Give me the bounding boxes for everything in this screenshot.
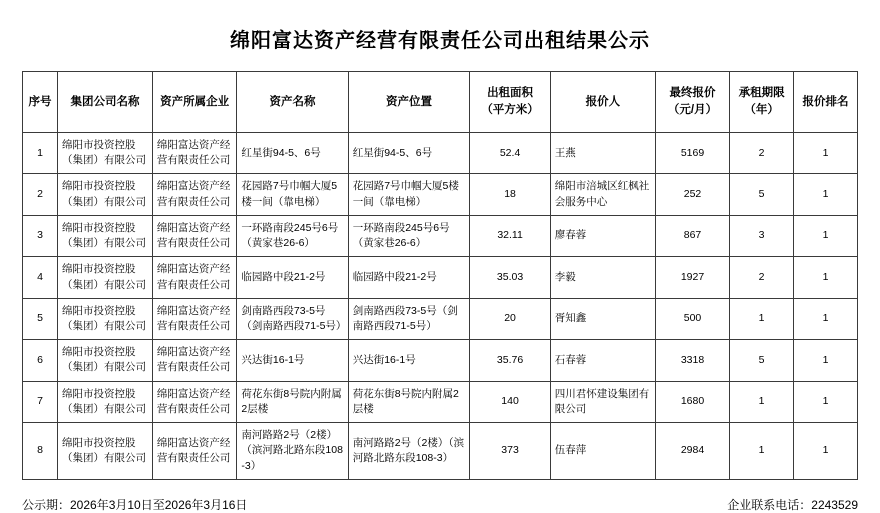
cell-rank: 1 xyxy=(794,133,858,174)
table-header-row xyxy=(23,72,858,133)
cell-bidder: 四川君怀建设集团有限公司 xyxy=(550,381,655,422)
column-header-rent-area-line1: 出租面积 xyxy=(487,87,534,100)
cell-rank: 1 xyxy=(794,257,858,298)
cell-index: 1 xyxy=(23,133,58,174)
cell-group-company: 绵阳市投资控股（集团）有限公司 xyxy=(58,257,153,298)
cell-bidder: 王燕 xyxy=(550,133,655,174)
cell-index: 3 xyxy=(23,215,58,256)
cell-asset-owner: 绵阳富达资产经营有限责任公司 xyxy=(152,298,237,339)
cell-asset-owner: 绵阳富达资产经营有限责任公司 xyxy=(152,133,237,174)
column-header-final-price-line2: （元/月） xyxy=(667,104,718,116)
cell-index: 5 xyxy=(23,298,58,339)
cell-bidder: 石春蓉 xyxy=(550,340,655,381)
table-row xyxy=(23,298,858,339)
cell-lease-term: 2 xyxy=(730,133,794,174)
cell-index: 4 xyxy=(23,257,58,298)
cell-bidder: 李毅 xyxy=(550,257,655,298)
cell-lease-term: 1 xyxy=(730,381,794,422)
cell-rank: 1 xyxy=(794,340,858,381)
cell-asset-location: 南河路路2号（2楼）（滨河路北路东段108-3） xyxy=(348,423,470,480)
column-header-lease-term xyxy=(730,72,794,133)
cell-asset-location: 剑南路西段73-5号（剑南路西段71-5号） xyxy=(348,298,470,339)
cell-rent-area: 20 xyxy=(470,298,550,339)
table-row xyxy=(23,133,858,174)
cell-asset-name: 临园路中段21-2号 xyxy=(237,257,348,298)
cell-group-company: 绵阳市投资控股（集团）有限公司 xyxy=(58,174,153,215)
cell-final-price: 3318 xyxy=(655,340,729,381)
contact-phone: 企业联系电话：2243529 xyxy=(727,497,858,512)
cell-index: 8 xyxy=(23,423,58,480)
cell-lease-term: 3 xyxy=(730,215,794,256)
column-header-lease-term-line2: （年） xyxy=(744,104,779,116)
column-header-bidder: 报价人 xyxy=(550,72,655,133)
cell-bidder: 伍春萍 xyxy=(550,423,655,480)
column-header-lease-term-line1: 承租期限 xyxy=(738,87,785,100)
table-row xyxy=(23,340,858,381)
cell-asset-name: 一环路南段245号6号（黄家巷26-6） xyxy=(237,215,348,256)
cell-rent-area: 35.76 xyxy=(470,340,550,381)
cell-group-company: 绵阳市投资控股（集团）有限公司 xyxy=(58,215,153,256)
cell-asset-owner: 绵阳富达资产经营有限责任公司 xyxy=(152,215,237,256)
cell-index: 2 xyxy=(23,174,58,215)
column-header-asset-location: 资产位置 xyxy=(348,72,470,133)
cell-final-price: 252 xyxy=(655,174,729,215)
cell-rent-area: 52.4 xyxy=(470,133,550,174)
table-row xyxy=(23,423,858,480)
cell-bidder: 胥知鑫 xyxy=(550,298,655,339)
cell-asset-owner: 绵阳富达资产经营有限责任公司 xyxy=(152,340,237,381)
cell-lease-term: 5 xyxy=(730,174,794,215)
column-header-rent-area-line2: （平方米） xyxy=(481,104,539,116)
cell-asset-owner: 绵阳富达资产经营有限责任公司 xyxy=(152,174,237,215)
cell-bidder: 廖春蓉 xyxy=(550,215,655,256)
page-title: 绵阳富达资产经营有限责任公司出租结果公示 xyxy=(230,30,650,52)
cell-rent-area: 18 xyxy=(470,174,550,215)
column-header-final-price-line1: 最终报价 xyxy=(669,87,716,100)
column-header-rank: 报价排名 xyxy=(794,72,858,133)
cell-asset-owner: 绵阳富达资产经营有限责任公司 xyxy=(152,423,237,480)
cell-asset-location: 临园路中段21-2号 xyxy=(348,257,470,298)
document-footer xyxy=(22,480,858,513)
cell-asset-location: 兴达街16-1号 xyxy=(348,340,470,381)
cell-index: 7 xyxy=(23,381,58,422)
cell-final-price: 1680 xyxy=(655,381,729,422)
column-header-asset-name: 资产名称 xyxy=(237,72,348,133)
cell-asset-location: 一环路南段245号6号（黄家巷26-6） xyxy=(348,215,470,256)
cell-asset-name: 荷花东街8号院内附属2层楼 xyxy=(237,381,348,422)
cell-asset-location: 红星街94-5、6号 xyxy=(348,133,470,174)
cell-rank: 1 xyxy=(794,423,858,480)
cell-asset-name: 花园路7号巾帼大厦5楼一间（靠电梯） xyxy=(237,174,348,215)
table-row xyxy=(23,215,858,256)
table-row xyxy=(23,381,858,422)
cell-asset-location: 荷花东街8号院内附属2层楼 xyxy=(348,381,470,422)
cell-group-company: 绵阳市投资控股（集团）有限公司 xyxy=(58,423,153,480)
cell-rank: 1 xyxy=(794,381,858,422)
cell-asset-owner: 绵阳富达资产经营有限责任公司 xyxy=(152,381,237,422)
column-header-asset-owner: 资产所属企业 xyxy=(152,72,237,133)
cell-lease-term: 2 xyxy=(730,257,794,298)
cell-final-price: 5169 xyxy=(655,133,729,174)
column-header-final-price xyxy=(655,72,729,133)
cell-rent-area: 373 xyxy=(470,423,550,480)
cell-group-company: 绵阳市投资控股（集团）有限公司 xyxy=(58,133,153,174)
publicity-period: 公示期：2026年3月10日至2026年3月16日 xyxy=(22,497,248,512)
column-header-rent-area xyxy=(470,72,550,133)
cell-asset-owner: 绵阳富达资产经营有限责任公司 xyxy=(152,257,237,298)
cell-final-price: 2984 xyxy=(655,423,729,480)
cell-bidder: 绵阳市涪城区红枫社会服务中心 xyxy=(550,174,655,215)
cell-lease-term: 5 xyxy=(730,340,794,381)
cell-group-company: 绵阳市投资控股（集团）有限公司 xyxy=(58,298,153,339)
cell-lease-term: 1 xyxy=(730,298,794,339)
table-row xyxy=(23,257,858,298)
cell-group-company: 绵阳市投资控股（集团）有限公司 xyxy=(58,381,153,422)
cell-rank: 1 xyxy=(794,215,858,256)
column-header-index: 序号 xyxy=(23,72,58,133)
cell-asset-location: 花园路7号巾帼大厦5楼一间（靠电梯） xyxy=(348,174,470,215)
cell-rent-area: 140 xyxy=(470,381,550,422)
cell-final-price: 500 xyxy=(655,298,729,339)
rental-results-table xyxy=(22,71,858,480)
column-header-group-company: 集团公司名称 xyxy=(58,72,153,133)
cell-asset-name: 红星街94-5、6号 xyxy=(237,133,348,174)
cell-rent-area: 32.11 xyxy=(470,215,550,256)
cell-index: 6 xyxy=(23,340,58,381)
cell-asset-name: 南河路路2号（2楼）（滨河路北路东段108-3） xyxy=(237,423,348,480)
cell-group-company: 绵阳市投资控股（集团）有限公司 xyxy=(58,340,153,381)
cell-final-price: 1927 xyxy=(655,257,729,298)
cell-final-price: 867 xyxy=(655,215,729,256)
cell-rent-area: 35.03 xyxy=(470,257,550,298)
cell-rank: 1 xyxy=(794,174,858,215)
cell-lease-term: 1 xyxy=(730,423,794,480)
cell-rank: 1 xyxy=(794,298,858,339)
cell-asset-name: 兴达街16-1号 xyxy=(237,340,348,381)
table-row xyxy=(23,174,858,215)
cell-asset-name: 剑南路西段73-5号（剑南路西段71-5号） xyxy=(237,298,348,339)
